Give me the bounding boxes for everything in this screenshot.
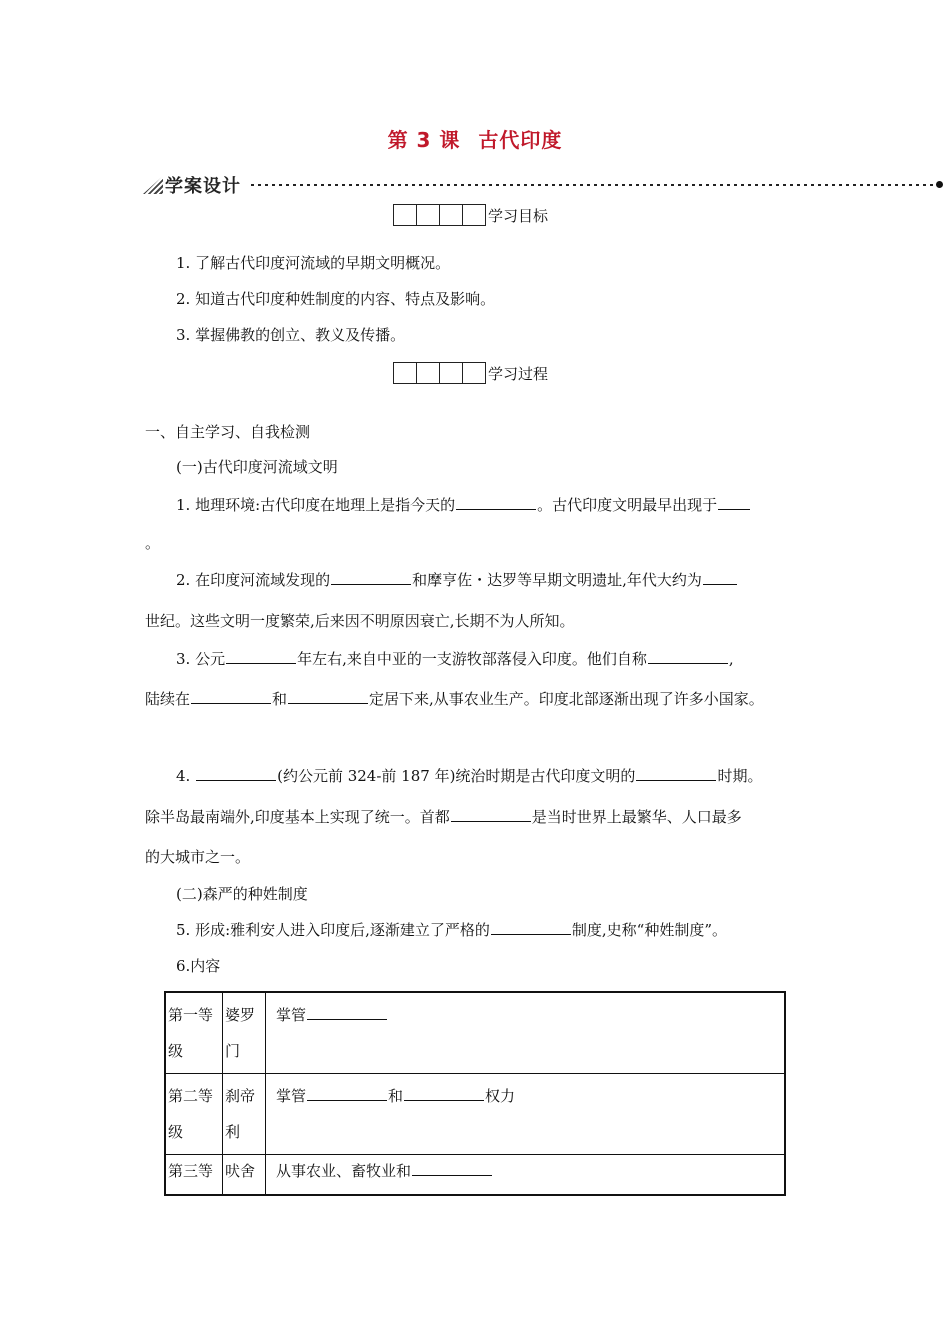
subsection-heading: (一)古代印度河流域文明 bbox=[176, 458, 338, 476]
table-row bbox=[165, 1074, 785, 1155]
answer-blank[interactable] bbox=[451, 807, 531, 822]
caste-cell: 吠舍 bbox=[223, 1155, 266, 1195]
question-2-cont: 世纪。这些文明一度繁荣,后来因不明原因衰亡,长期不为人所知。 bbox=[145, 612, 575, 630]
answer-blank[interactable] bbox=[288, 689, 368, 704]
answer-blank[interactable] bbox=[404, 1086, 484, 1101]
duty-cell: 从事农业、畜牧业和 bbox=[266, 1155, 786, 1195]
table-row bbox=[165, 1155, 785, 1195]
question-1-cont: 。 bbox=[145, 534, 161, 552]
caste-cell: 刹帝利 bbox=[223, 1074, 266, 1155]
answer-blank[interactable] bbox=[307, 1086, 387, 1101]
goals-heading bbox=[393, 204, 548, 226]
rank-cell: 第二等级 bbox=[165, 1074, 223, 1155]
answer-blank[interactable] bbox=[191, 689, 271, 704]
goal-item: 2. 知道古代印度种姓制度的内容、特点及影响。 bbox=[176, 290, 496, 308]
page-title bbox=[0, 124, 950, 153]
subsection-heading: (二)森严的种姓制度 bbox=[176, 885, 308, 903]
duty-cell: 掌管 和 权力 bbox=[266, 1074, 786, 1155]
question-3: 3. 公元 年左右,来自中亚的一支游牧部落侵入印度。他们自称 , bbox=[176, 650, 734, 668]
question-5: 5. 形成:雅利安人进入印度后,逐渐建立了严格的 制度,史称“种姓制度”。 bbox=[176, 921, 728, 939]
answer-blank[interactable] bbox=[491, 920, 571, 935]
banner-dotted-rule bbox=[251, 184, 939, 186]
duty-cell: 掌管 bbox=[266, 992, 786, 1074]
question-2: 2. 在印度河流域发现的 和摩亨佐・达罗等早期文明遗址,年代大约为 bbox=[176, 569, 738, 590]
caste-table bbox=[164, 991, 786, 1196]
lesson-name: 古代印度 bbox=[478, 128, 563, 152]
table-row bbox=[165, 992, 785, 1074]
heading-boxes-icon bbox=[393, 204, 486, 226]
section-banner bbox=[143, 172, 943, 198]
answer-blank[interactable] bbox=[307, 1005, 387, 1020]
answer-blank[interactable] bbox=[648, 649, 728, 664]
answer-blank[interactable] bbox=[412, 1161, 492, 1176]
rank-cell: 第三等 bbox=[165, 1155, 223, 1195]
section-heading: 一、自主学习、自我检测 bbox=[145, 423, 311, 441]
question-3-cont: 陆续在 和 定居下来,从事农业生产。印度北部逐渐出现了许多小国家。 bbox=[145, 690, 764, 708]
rank-cell: 第一等级 bbox=[165, 992, 223, 1074]
answer-blank[interactable] bbox=[703, 570, 737, 585]
goals-heading-text: 学习目标 bbox=[488, 206, 549, 225]
question-4-cont: 除半岛最南端外,印度基本上实现了统一。首都 是当时世界上最繁华、人口最多 bbox=[145, 808, 742, 826]
question-4: 4. (约公元前 324-前 187 年)统治时期是古代印度文明的 时期。 bbox=[176, 767, 763, 785]
banner-label: 学案设计 bbox=[165, 176, 241, 197]
answer-blank[interactable] bbox=[331, 570, 411, 585]
lesson-number: 第 3 课 bbox=[387, 128, 461, 152]
caste-cell: 婆罗门 bbox=[223, 992, 266, 1074]
goal-item: 3. 掌握佛教的创立、教义及传播。 bbox=[176, 326, 406, 344]
banner-triangle-icon bbox=[143, 176, 163, 194]
banner-end-dot-icon bbox=[936, 181, 943, 188]
answer-blank[interactable] bbox=[456, 495, 536, 510]
answer-blank[interactable] bbox=[718, 495, 750, 510]
question-6: 6.内容 bbox=[176, 957, 221, 975]
answer-blank[interactable] bbox=[196, 766, 276, 781]
answer-blank[interactable] bbox=[636, 766, 716, 781]
process-heading bbox=[393, 362, 548, 384]
process-heading-text: 学习过程 bbox=[488, 364, 549, 383]
heading-boxes-icon bbox=[393, 362, 486, 384]
goal-item: 1. 了解古代印度河流域的早期文明概况。 bbox=[176, 254, 451, 272]
answer-blank[interactable] bbox=[226, 649, 296, 664]
question-4-cont2: 的大城市之一。 bbox=[145, 848, 251, 866]
question-1: 1. 地理环境:古代印度在地理上是指今天的 。古代印度文明最早出现于 bbox=[176, 494, 751, 515]
